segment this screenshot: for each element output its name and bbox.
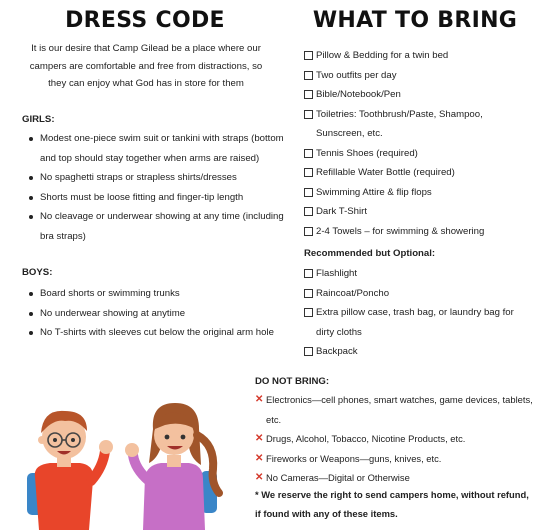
- checklist-item: Extra pillow case, trash bag, or laundry bag for dirty cloths: [304, 303, 529, 342]
- checklist-item: Bible/Notebook/Pen: [304, 85, 532, 105]
- bring-list: [304, 46, 532, 241]
- checklist-item: Toiletries: Toothbrush/Paste, Shampoo, Sunscreen, etc.: [304, 105, 532, 144]
- x-mark-icon: ✕: [255, 394, 264, 405]
- optional-heading: Recommended but Optional:: [304, 248, 436, 259]
- checklist-item: Raincoat/Poncho: [304, 284, 529, 304]
- checklist-item: Backpack: [304, 342, 529, 362]
- dress-code-title: DRESS CODE: [65, 8, 225, 33]
- kids-illustration: [5, 385, 237, 530]
- list-item: [255, 449, 533, 469]
- list-item: No underwear showing at anytime: [22, 304, 287, 324]
- list-item-text: Drugs, Alcohol, Tobacco, Nicotine Products, etc.: [266, 433, 466, 445]
- list-item: Board shorts or swimming trunks: [22, 284, 287, 304]
- list-item: No T-shirts with sleeves cut below the original arm hole: [22, 323, 287, 343]
- list-item: Modest one-piece swim suit or tankini with straps (bottom and top should stay together when arms are raised): [22, 129, 287, 168]
- x-mark-icon: ✕: [255, 472, 264, 484]
- dress-code-intro: It is our desire that Camp Gilead be a place where our campers are comfortable and free from distractions, so they can enjoy what God has in store for them: [29, 43, 263, 90]
- girls-heading: GIRLS:: [22, 114, 55, 125]
- checklist-item: Pillow & Bedding for a twin bed: [304, 46, 532, 66]
- boys-list: [22, 284, 287, 343]
- warning-note: * We reserve the right to send campers home, without refund, if found with any of these items.: [255, 489, 529, 519]
- what-to-bring-title: WHAT TO BRING: [312, 8, 518, 33]
- do-not-bring-list: [255, 390, 533, 488]
- checklist-item: Swimming Attire & flip flops: [304, 183, 532, 203]
- do-not-bring-heading: DO NOT BRING:: [255, 376, 330, 387]
- checklist-item: Tennis Shoes (required): [304, 144, 532, 164]
- checklist-item: Flashlight: [304, 264, 529, 284]
- boys-heading: BOYS:: [22, 267, 53, 278]
- checklist-item: 2-4 Towels – for swimming & showering: [304, 222, 532, 242]
- checklist-item: Refillable Water Bottle (required): [304, 163, 532, 183]
- boy-figure: [27, 411, 113, 530]
- girls-list: [22, 129, 287, 246]
- list-item: [255, 390, 533, 429]
- list-item: Shorts must be loose fitting and finger-tip length: [22, 188, 287, 208]
- optional-list: [304, 264, 529, 362]
- checklist-item: Two outfits per day: [304, 66, 532, 86]
- x-mark-icon: ✕: [255, 433, 264, 445]
- list-item: No spaghetti straps or strapless shirts/dresses: [22, 168, 287, 188]
- list-item-text: Electronics—cell phones, smart watches, game devices, tablets, etc.: [266, 394, 533, 425]
- checklist-item: Dark T-Shirt: [304, 202, 532, 222]
- x-mark-icon: ✕: [255, 452, 264, 464]
- list-item-text: No Cameras—Digital or Otherwise: [266, 472, 410, 484]
- list-item: No cleavage or underwear showing at any time (including bra straps): [22, 207, 287, 246]
- list-item-text: Fireworks or Weapons—guns, knives, etc.: [266, 452, 442, 464]
- girl-figure: [125, 403, 219, 530]
- list-item: [255, 429, 533, 449]
